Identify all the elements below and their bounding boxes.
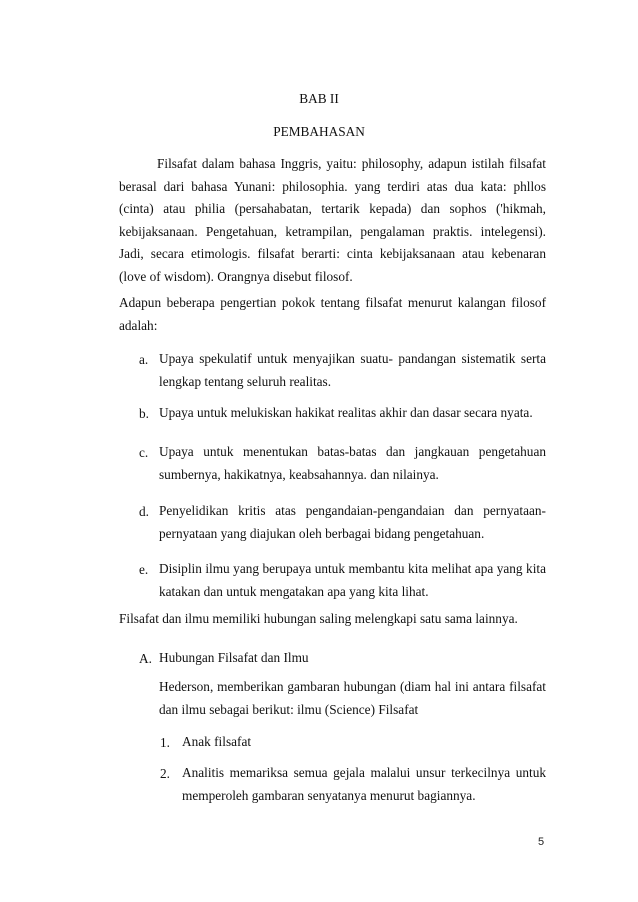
adapun-paragraph: Adapun beberapa pengertian pokok tentang filsafat menurut kalangan filosof adalah: (119, 295, 546, 333)
numbered-marker: 2. (160, 766, 170, 781)
section-marker: A. (139, 651, 152, 666)
section-title: Hubungan Filsafat dan Ilmu (159, 650, 309, 665)
list-marker: d. (139, 504, 149, 519)
list-item-text: Upaya untuk menentukan batas-batas dan jangkauan pengetahuan sumbernya, hakikatnya, keabsahannya. dan nilainya. (159, 444, 546, 482)
list-item-text: Upaya spekulatif untuk menyajikan suatu- pandangan sistematik serta lengkap tentang seluruh realitas. (159, 351, 546, 389)
numbered-item-text: Anak filsafat (182, 734, 252, 749)
chapter-label: BAB II (299, 91, 339, 106)
numbered-marker: 1. (160, 735, 170, 750)
list-item-text: Disiplin ilmu yang berupaya untuk membantu kita melihat apa yang kita katakan dan untuk mengatakan apa yang kita lihat. (159, 561, 546, 599)
numbered-item-text: Analitis memariksa semua gejala malalui unsur terkecilnya untuk memperoleh gambaran senyatanya menurut bagiannya. (182, 765, 546, 803)
list-marker: a. (139, 352, 149, 367)
relation-paragraph: Filsafat dan ilmu memiliki hubungan saling melengkapi satu sama lainnya. (119, 611, 518, 626)
list-item-text: Upaya untuk melukiskan hakikat realitas akhir dan dasar secara nyata. (159, 405, 533, 420)
list-marker: b. (139, 406, 149, 421)
intro-paragraph: Filsafat dalam bahasa Inggris, yaitu: philosophy, adapun istilah filsafat berasal dari bahasa Yunani: philosophia. yang terdiri atas dua kata: phllos (cinta) atau philia (persahabatan, tertarik kepada) dan sophos ('hikmah, kebijaksanaan. Pengetahuan, ketrampilan, pengalaman praktis. intelegensi). Jadi, secara etimologis. filsafat berarti: cinta kebijaksanaan atau kebenaran (love of wisdom). Orangnya disebut filosof. (119, 156, 546, 284)
list-marker: e. (139, 562, 149, 577)
list-item-text: Penyelidikan kritis atas pengandaian-pengandaian dan pernyataan-pernyataan yang diajukan oleh berbagai bidang pengetahuan. (159, 503, 546, 541)
page-number: 5 (538, 836, 545, 848)
section-body: Hederson, memberikan gambaran hubungan (diam hal ini antara filsafat dan ilmu sebagai berikut: ilmu (Science) Filsafat (159, 679, 546, 717)
list-marker: c. (139, 445, 149, 460)
chapter-title: PEMBAHASAN (273, 124, 365, 139)
